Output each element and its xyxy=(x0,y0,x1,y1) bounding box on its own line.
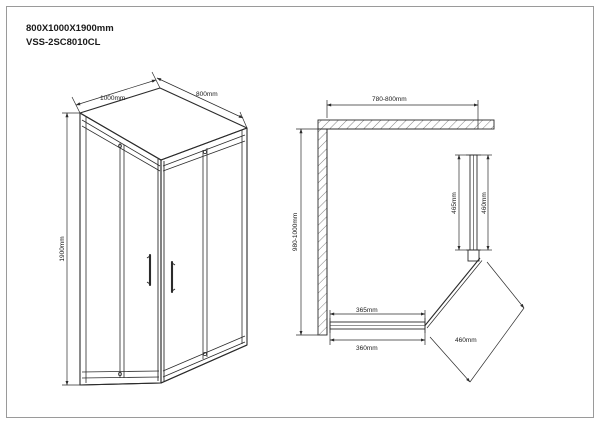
plan-inner-bottom-2-label: 360mm xyxy=(356,345,378,352)
title-size: 800X1000X1900mm xyxy=(26,23,114,34)
page-border xyxy=(7,7,594,418)
plan-view xyxy=(318,120,524,382)
plan-inner-bottom-1-label: 365mm xyxy=(356,307,378,314)
plan-inner-right-2-label: 460mm xyxy=(481,192,488,214)
isometric-view xyxy=(80,88,247,385)
iso-depth-label: 1000mm xyxy=(100,95,126,102)
title-model: VSS-2SC8010CL xyxy=(26,37,101,48)
plan-left-height-label: 980-1000mm xyxy=(292,212,299,252)
iso-height-label: 1900mm xyxy=(59,236,66,262)
plan-inner-right-1-label: 465mm xyxy=(451,192,458,214)
plan-door-swing-label: 460mm xyxy=(455,337,477,344)
iso-width-label: 800mm xyxy=(196,91,218,98)
plan-top-width-label: 780-800mm xyxy=(372,96,407,103)
